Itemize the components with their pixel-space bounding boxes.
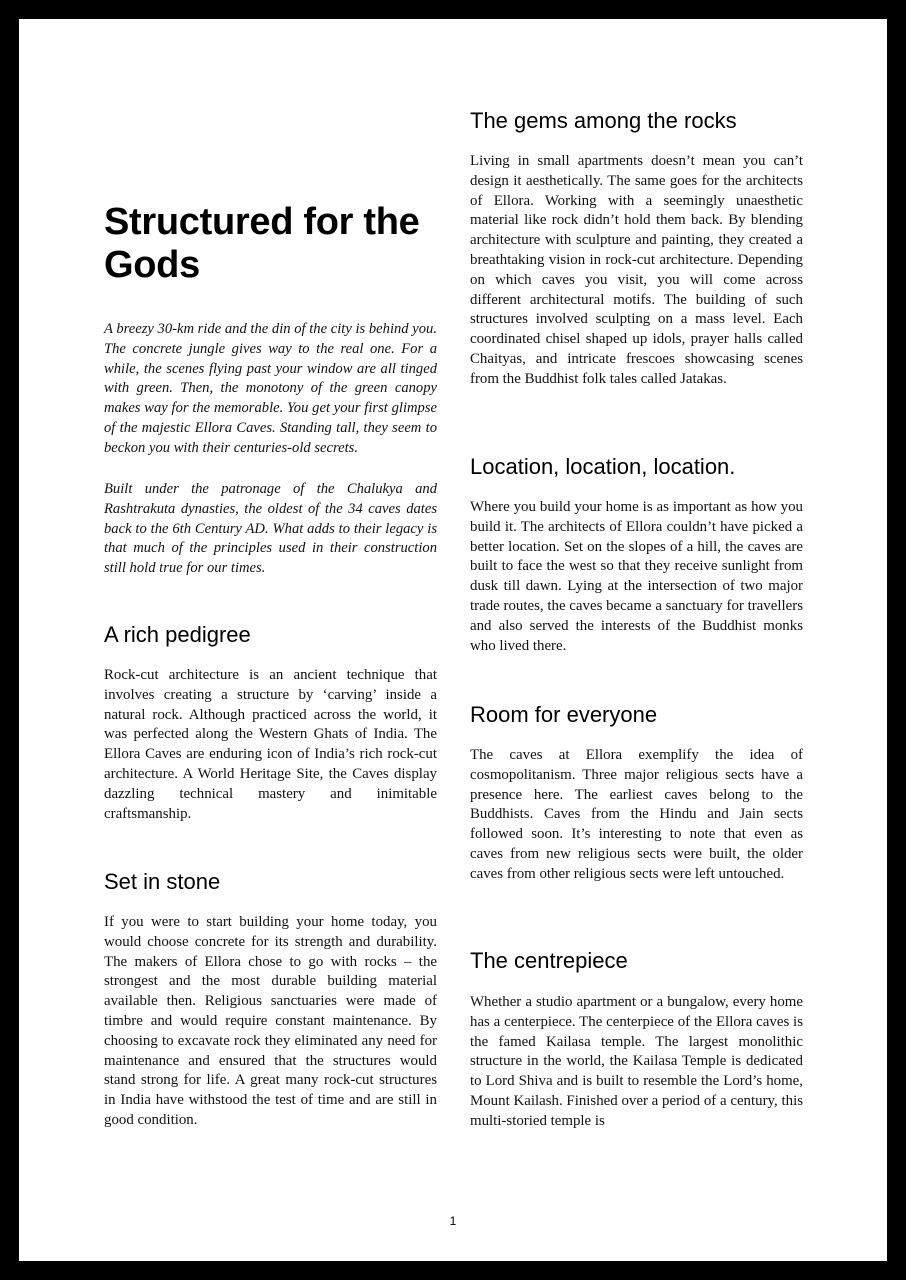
section-heading-location: Location, location, location.	[470, 454, 736, 479]
page-number: 1	[449, 1214, 457, 1228]
section-heading-room: Room for everyone	[470, 702, 658, 727]
section-body-centrepiece: Whether a studio apartment or a bungalow, every home has a centerpiece. The centerpiece of the Ellora caves is the famed Kailasa temple. The largest monolithic structure in the world, the Kailasa Temple is dedicated to Lord Shiva and is built to resemble the Lord’s home, Mount Kailash. Finished over a period of a century, this multi-storied temple is	[470, 994, 803, 1129]
intro-paragraph-2: Built under the patronage of the Chalukya and Rashtrakuta dynasties, the oldest of the 34 caves dates back to the 6th Century AD. What adds to their legacy is that much of the principles used in their construction still hold true for our times.	[104, 481, 437, 577]
document-page	[19, 19, 887, 1261]
section-heading-centrepiece: The centrepiece	[470, 948, 628, 973]
section-body-rich-pedigree: Rock-cut architecture is an ancient technique that involves creating a structure by ‘carving’ inside a natural rock. Although practiced across the world, it was perfected along the Western Ghats of India. The Ellora Caves are enduring icon of India’s rich rock-cut architecture. A World Heritage Site, the Caves display dazzling technical mastery and inimitable craftsmanship.	[104, 667, 437, 822]
intro-paragraph-1: A breezy 30-km ride and the din of the city is behind you. The concrete jungle gives way to the real one. For a while, the scenes flying past your window are all tinged with green. Then, the monotony of the green canopy makes way for the memorable. You get your first glimpse of the majestic Ellora Caves. Standing tall, they seem to beckon you with their centuries-old secrets.	[104, 321, 437, 456]
section-heading-gems: The gems among the rocks	[470, 108, 737, 133]
section-body-room: The caves at Ellora exemplify the idea of cosmopolitanism. Three major religious sects have a presence here. The earliest caves belong to the Buddhists. Caves from the Hindu and Jain sects followed soon. It’s interesting to note that even as caves from new religious sects were built, the older caves from other religious sects were left untouched.	[470, 747, 803, 882]
section-heading-rich-pedigree: A rich pedigree	[104, 622, 251, 647]
section-body-location: Where you build your home is as important as how you build it. The architects of Ellora couldn’t have picked a better location. Set on the slopes of a hill, the caves are built to face the west so that they receive sunlight from dusk till dawn. Lying at the intersection of two major trade routes, the caves became a sanctuary for travellers and also served the interests of the Buddhist monks who lived there.	[470, 499, 803, 654]
section-heading-set-in-stone: Set in stone	[104, 869, 221, 894]
section-body-gems: Living in small apartments doesn’t mean you can’t design it aesthetically. The same goes for the architects of Ellora. Working with a seemingly unaesthetic material like rock didn’t hold them back. By blending architecture with sculpture and painting, they created a breathtaking vision in rock-cut architecture. Depending on which caves you visit, you will come across different architectural motifs. The building of such structures involved sculpting on a mass level. Each coordinated chisel shaped up idols, prayer halls called Chaityas, and intricate frescoes showcasing scenes from the Buddhist folk tales called Jatakas.	[470, 153, 803, 387]
page-title: Structured for the Gods	[104, 201, 420, 286]
section-body-set-in-stone: If you were to start building your home today, you would choose concrete for its strength and durability. The makers of Ellora chose to go with rocks – the strongest and the most durable building material available then. Religious sanctuaries were made of timbre and would require constant maintenance. By choosing to excavate rock they eliminated any need for maintenance and ensured that the structures would stand strong for life. A great many rock-cut structures in India have withstood the test of time and are still in good condition.	[104, 914, 437, 1128]
